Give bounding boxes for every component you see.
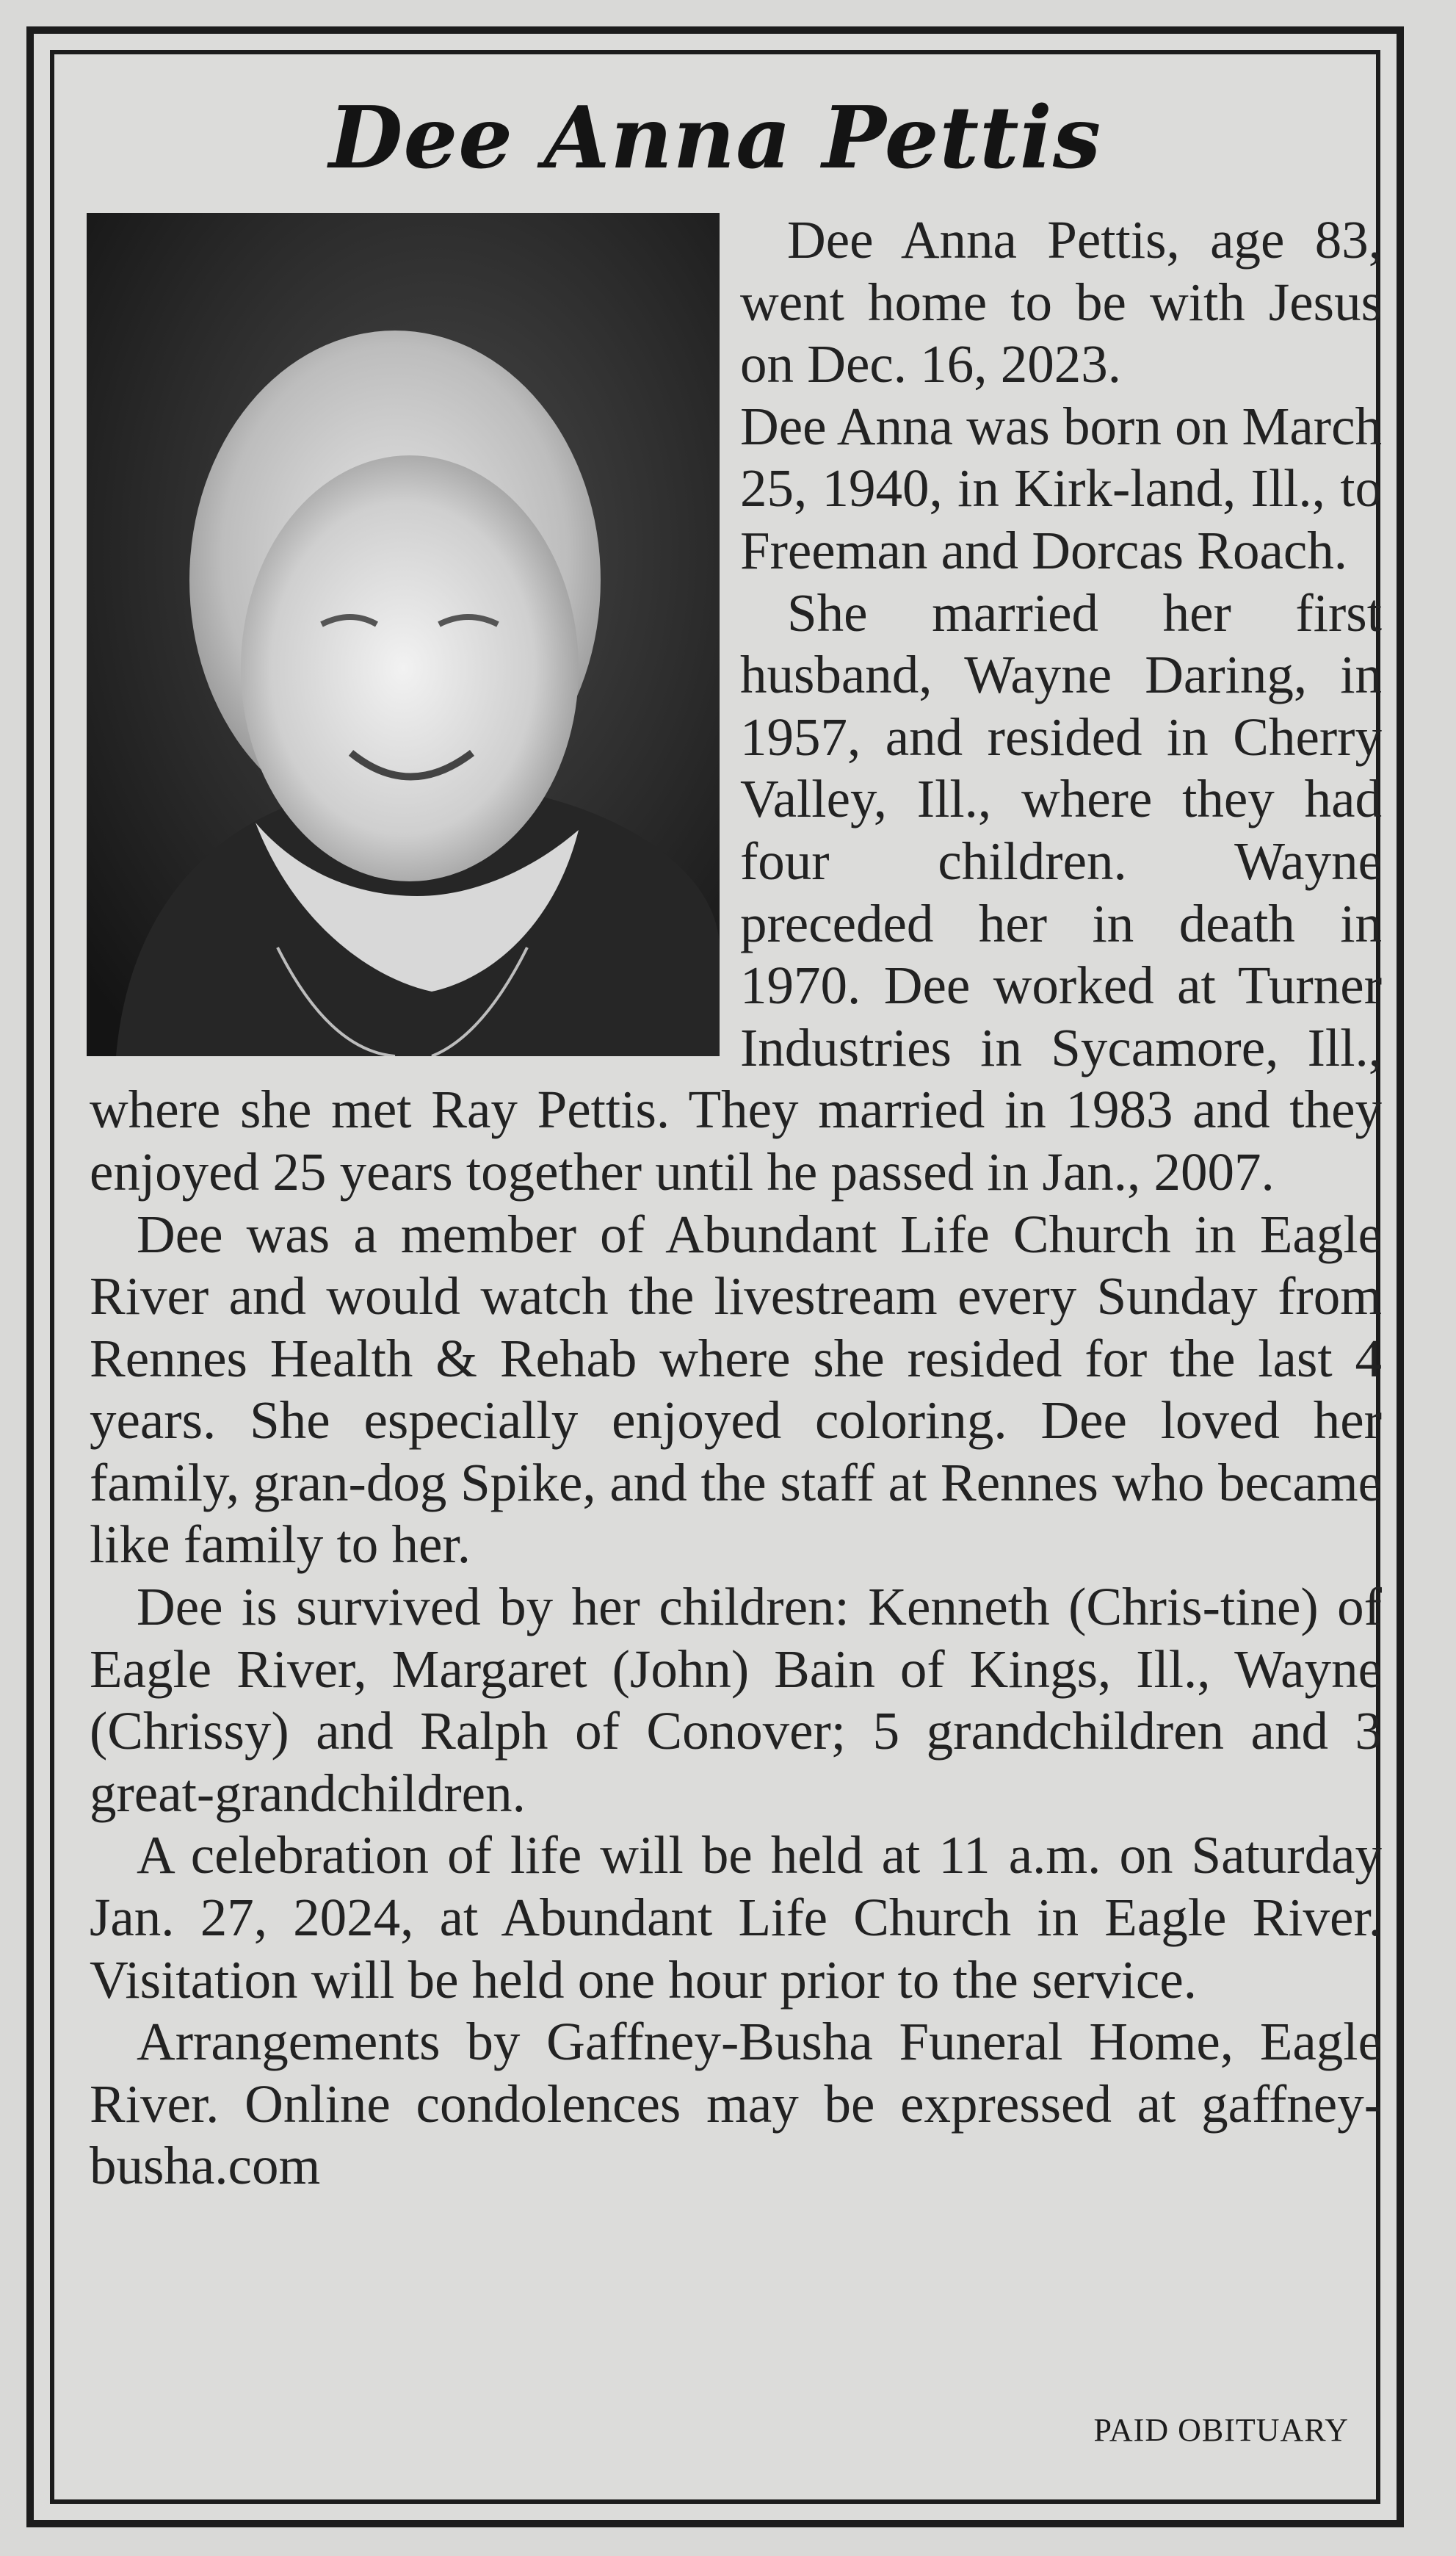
obituary-body (90, 209, 1382, 2198)
obituary-title: Dee Anna Pettis (328, 88, 1102, 188)
paragraph-birth: Dee Anna was born on March 25, 1940, in Kirk-land, Ill., to Freeman and Dorcas Roach. (740, 396, 1382, 580)
paragraph-survivors: Dee is survived by her children: Kenneth (Chris-tine) of Eagle River, Margaret (John) Bain of Kings, Ill., Wayne (Chrissy) and Ralph of Conover; 5 grandchildren and 3 great-grandchildren. (90, 1577, 1382, 1823)
photo-spacer (90, 209, 740, 1069)
paragraph-arrangements: Arrangements by Gaffney-Busha Funeral Home, Eagle River. Online condolences may be expressed at gaffney-busha.com (90, 2012, 1382, 2196)
paid-obituary-label: PAID OBITUARY (1093, 2412, 1349, 2448)
paragraph-church: Dee was a member of Abundant Life Church in Eagle River and would watch the livestream every Sunday from Rennes Health & Rehab where she resided for the last 4 years. She especially enjoyed coloring. Dee loved her family, gran-dog Spike, and the staff at Rennes who became like family to her. (90, 1204, 1382, 1575)
paragraph-celebration: A celebration of life will be held at 11 a.m. on Saturday Jan. 27, 2024, at Abundant Life Church in Eagle River. Visitation will be held one hour prior to the service. (90, 1825, 1382, 2010)
paragraph-marriage: She married her first husband, Wayne Daring, in 1957, and resided in Cherry Valley, Ill., where they had four children. Wayne preceded her in death in 1970. Dee worked at Turner Industries in Sycamore, Ill., where she met Ray Pettis. They married in 1983 and they enjoyed 25 years together until he passed in Jan., 2007. (90, 582, 1382, 1202)
paragraph-announcement: Dee Anna Pettis, age 83, went home to be with Jesus on Dec. 16, 2023. (740, 210, 1382, 394)
